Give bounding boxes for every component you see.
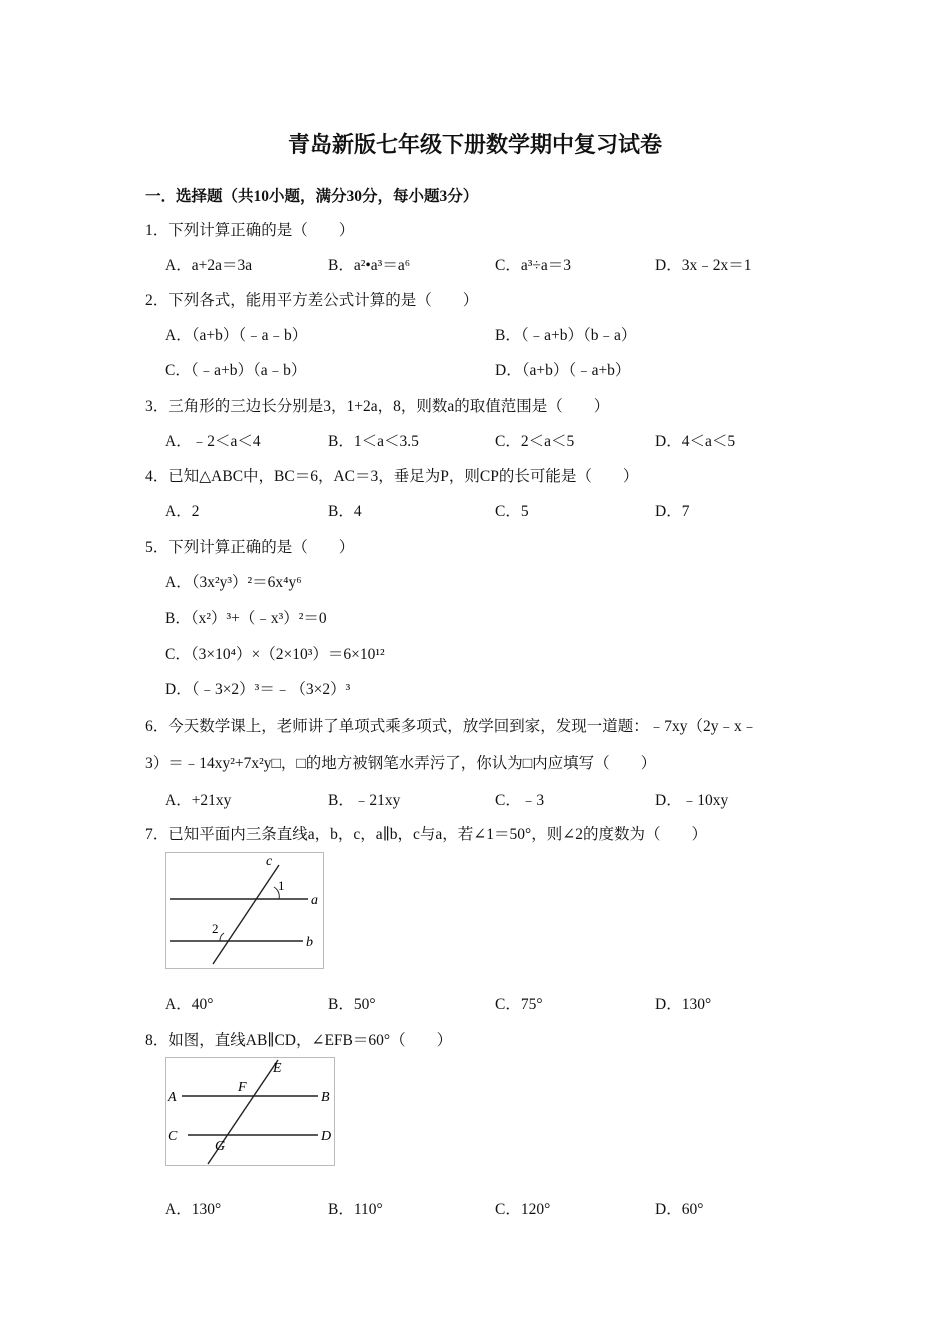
q5-option-a: A．（3x²y³）²＝6x⁴y⁶: [165, 574, 302, 591]
label-d: D: [321, 1129, 332, 1144]
q3-option-a: A．﹣2＜a＜4: [165, 433, 261, 450]
q7-option-b: B．50°: [328, 996, 376, 1013]
q8-option-b: B．110°: [328, 1201, 383, 1218]
q8-figure: [165, 1057, 335, 1166]
q3-option-d: D．4＜a＜5: [655, 433, 736, 450]
q7-option-a: A．40°: [165, 996, 214, 1013]
label-angle-2: 2: [212, 921, 219, 936]
q2-option-a: A．（a+b）（﹣a﹣b）: [165, 327, 308, 344]
section-heading: 一．选择题（共10小题，满分30分，每小题3分）: [145, 188, 479, 205]
q8-option-a: A．130°: [165, 1201, 222, 1218]
label-e: E: [273, 1061, 282, 1076]
q7-figure-svg: [166, 853, 323, 968]
q3-option-b: B．1＜a＜3.5: [328, 433, 419, 450]
question-1-stem: 1．下列计算正确的是（ ）: [145, 222, 355, 239]
q6-option-b: B．﹣21xy: [328, 792, 401, 809]
q6-option-a: A．+21xy: [165, 792, 232, 809]
label-f: F: [238, 1080, 247, 1095]
question-4-stem: 4．已知△ABC中，BC＝6，AC＝3，垂足为P，则CP的长可能是（ ）: [145, 468, 639, 485]
question-6-stem-line-2: 3）＝﹣14xy²+7x²y□，□的地方被钢笔水弄污了，你认为□内应填写（ ）: [145, 755, 657, 772]
q7-figure: [165, 852, 324, 969]
q1-option-b: B．a²•a³＝a⁶: [328, 257, 411, 274]
q6-option-d: D．﹣10xy: [655, 792, 729, 809]
q4-option-d: D．7: [655, 503, 690, 520]
q1-option-c: C．a³÷a＝3: [495, 257, 572, 274]
q8-figure-svg: [166, 1058, 334, 1165]
page-title: 青岛新版七年级下册数学期中复习试卷: [287, 132, 662, 157]
label-b: b: [306, 935, 313, 950]
label-a: a: [311, 893, 318, 908]
q1-option-a: A．a+2a＝3a: [165, 257, 253, 274]
q5-option-b: B．（x²）³+（﹣x³）²＝0: [165, 610, 327, 627]
label-angle-1: 1: [278, 878, 285, 893]
q5-option-c: C．（3×10⁴）×（2×10³）＝6×10¹²: [165, 646, 385, 663]
q7-option-c: C．75°: [495, 996, 543, 1013]
label-b: B: [321, 1090, 330, 1105]
q8-option-d: D．60°: [655, 1201, 704, 1218]
q4-option-c: C．5: [495, 503, 529, 520]
q7-option-d: D．130°: [655, 996, 712, 1013]
question-5-stem: 5．下列计算正确的是（ ）: [145, 539, 355, 556]
line-c: [213, 865, 279, 964]
angle-2-arc: [220, 933, 224, 941]
question-8-stem: 8．如图，直线AB∥CD，∠EFB＝60°（ ）: [145, 1032, 453, 1049]
q3-option-c: C．2＜a＜5: [495, 433, 575, 450]
q4-option-a: A．2: [165, 503, 200, 520]
label-c: c: [266, 854, 273, 869]
question-3-stem: 3．三角形的三边长分别是3，1+2a，8，则数a的取值范围是（ ）: [145, 398, 610, 415]
question-7-stem: 7．已知平面内三条直线a，b，c，a∥b，c与a，若∠1＝50°，则∠2的度数为（ ）: [145, 826, 707, 843]
q6-option-c: C．﹣3: [495, 792, 545, 809]
label-c: C: [168, 1129, 178, 1144]
q2-option-b: B．（﹣a+b）（b﹣a）: [495, 327, 637, 344]
q8-option-c: C．120°: [495, 1201, 551, 1218]
q2-option-c: C．（﹣a+b）（a﹣b）: [165, 362, 307, 379]
q1-option-d: D．3x﹣2x＝1: [655, 257, 752, 274]
q4-option-b: B．4: [328, 503, 362, 520]
question-6-stem-line-1: 6．今天数学课上，老师讲了单项式乘多项式，放学回到家，发现一道题：﹣7xy（2y﹣x﹣: [145, 718, 758, 735]
q2-option-d: D．（a+b）（﹣a+b）: [495, 362, 631, 379]
q5-option-d: D．（﹣3×2）³＝﹣（3×2）³: [165, 681, 351, 698]
question-2-stem: 2．下列各式，能用平方差公式计算的是（ ）: [145, 292, 479, 309]
label-g: G: [215, 1139, 226, 1154]
label-a: A: [168, 1090, 177, 1105]
